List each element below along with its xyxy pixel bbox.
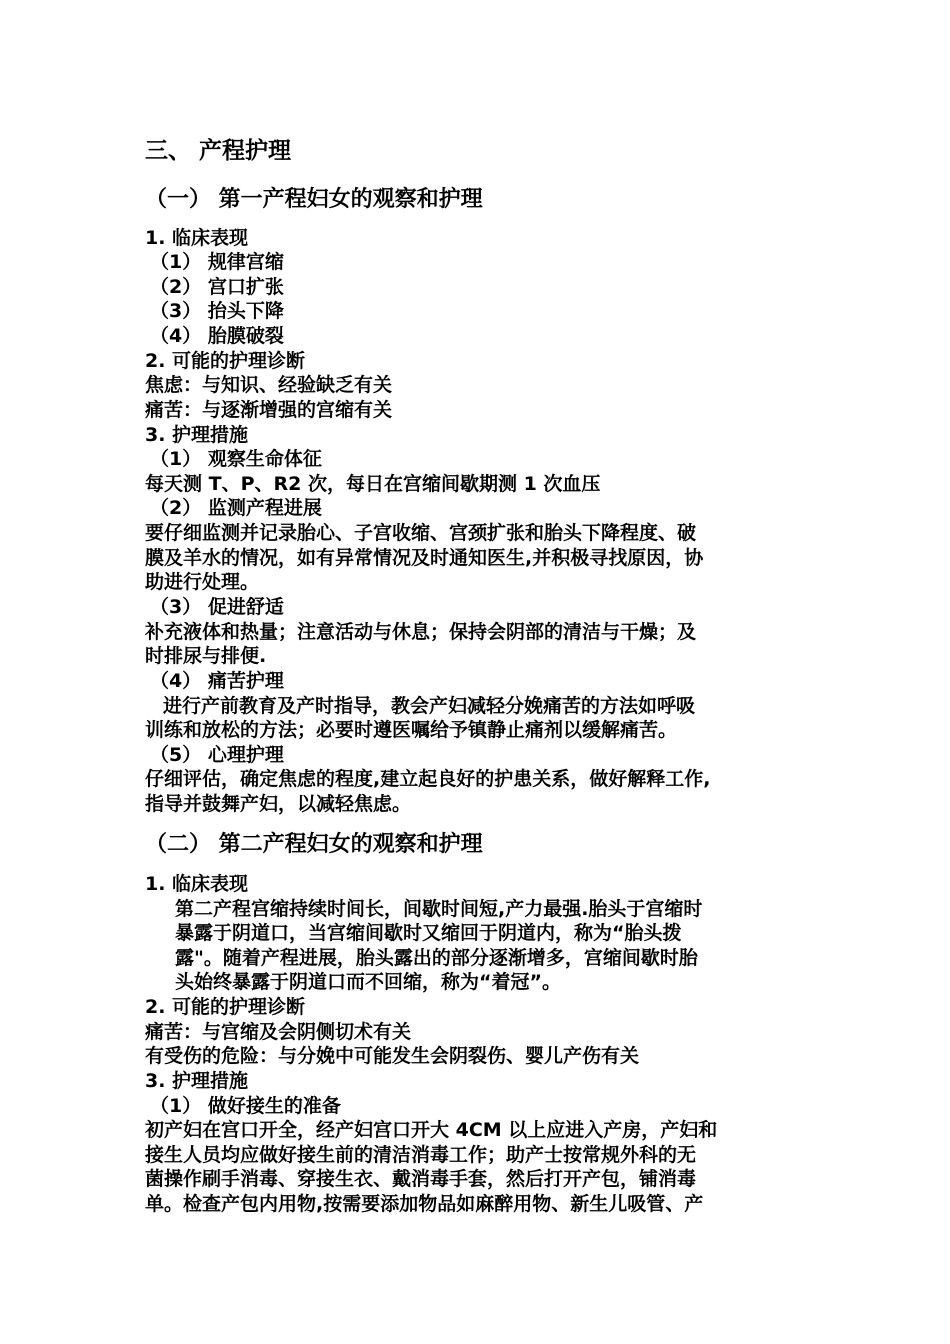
- part1-line: （3） 促进舒适: [150, 596, 284, 618]
- part1-line: （5） 心理护理: [150, 744, 284, 766]
- part1-line: （4） 胎膜破裂: [150, 325, 284, 347]
- part1-line: （1） 规律宫缩: [150, 251, 284, 273]
- part1-line: 时排尿与排便.: [145, 645, 267, 667]
- part1-line: 每天测 T、P、R2 次，每日在宫缩间歇期测 1 次血压: [145, 473, 601, 495]
- part1-line: （2） 监测产程进展: [150, 497, 322, 519]
- part1-line: 训练和放松的方法；必要时遵医嘱给予镇静止痛剂以缓解痛苦。: [145, 719, 678, 741]
- part2-line: 露"。随着产程进展，胎头露出的部分逐渐增多，宫缩间歇时胎: [175, 947, 698, 969]
- part2-line: 初产妇在宫口开全，经产妇宫口开大 4CM 以上应进入产房，产妇和: [145, 1119, 718, 1141]
- part1-line: （2） 宫口扩张: [150, 276, 284, 298]
- part1-line: 焦虑：与知识、经验缺乏有关: [145, 374, 393, 396]
- part1-line: 2. 可能的护理诊断: [145, 350, 306, 372]
- part2-line: 2. 可能的护理诊断: [145, 996, 306, 1018]
- part1-line: 膜及羊水的情况，如有异常情况及时通知医生,并积极寻找原因，协: [145, 547, 704, 569]
- part1-line: 仔细评估，确定焦虑的程度,建立起良好的护患关系，做好解释工作,: [145, 768, 711, 790]
- section-title: 三、 产程护理: [145, 138, 292, 164]
- part2-line: 1. 临床表现: [145, 873, 249, 895]
- part2-line: （1） 做好接生的准备: [150, 1095, 341, 1117]
- part2-line: 接生人员均应做好接生前的清洁消毒工作；助产士按常规外科的无: [145, 1144, 697, 1166]
- part1-line: （1） 观察生命体征: [150, 448, 322, 470]
- part1-line: 要仔细监测并记录胎心、子宫收缩、宫颈扩张和胎头下降程度、破: [145, 522, 697, 544]
- part1-line: 3. 护理措施: [145, 424, 249, 446]
- part2-line: 单。检查产包内用物,按需要添加物品如麻醉用物、新生儿吸管、产: [145, 1193, 704, 1215]
- part1-line: 指导并鼓舞产妇，以减轻焦虑。: [145, 793, 412, 815]
- part1-line: 补充液体和热量；注意活动与休息；保持会阴部的清洁与干燥；及: [145, 621, 697, 643]
- part2-line: 有受伤的危险：与分娩中可能发生会阴裂伤、婴儿产伤有关: [145, 1045, 640, 1067]
- part2-line: 头始终暴露于阴道口而不回缩，称为“着冠”。: [175, 971, 561, 993]
- part2-line: 痛苦：与宫缩及会阴侧切术有关: [145, 1021, 412, 1043]
- part2-line: 菌操作刷手消毒、穿接生衣、戴消毒手套，然后打开产包，铺消毒: [145, 1168, 697, 1190]
- part2-line: 3. 护理措施: [145, 1070, 249, 1092]
- part1-line: 进行产前教育及产时指导，教会产妇减轻分娩痛苦的方法如呼吸: [163, 695, 696, 717]
- part1-line: 痛苦：与逐渐增强的宫缩有关: [145, 399, 393, 421]
- part1-line: （3） 抬头下降: [150, 300, 284, 322]
- part2-line: 暴露于阴道口，当宫缩间歇时又缩回于阴道内，称为“胎头拨: [175, 922, 682, 944]
- part2-line: 第二产程宫缩持续时间长，间歇时间短,产力最强.胎头于宫缩时: [175, 898, 703, 920]
- part1-line: 助进行处理。: [145, 571, 260, 593]
- part1-line: （4） 痛苦护理: [150, 670, 284, 692]
- part1-line: 1. 临床表现: [145, 227, 249, 249]
- part2-heading: （二） 第二产程妇女的观察和护理: [145, 832, 483, 857]
- part1-heading: （一） 第一产程妇女的观察和护理: [145, 187, 483, 212]
